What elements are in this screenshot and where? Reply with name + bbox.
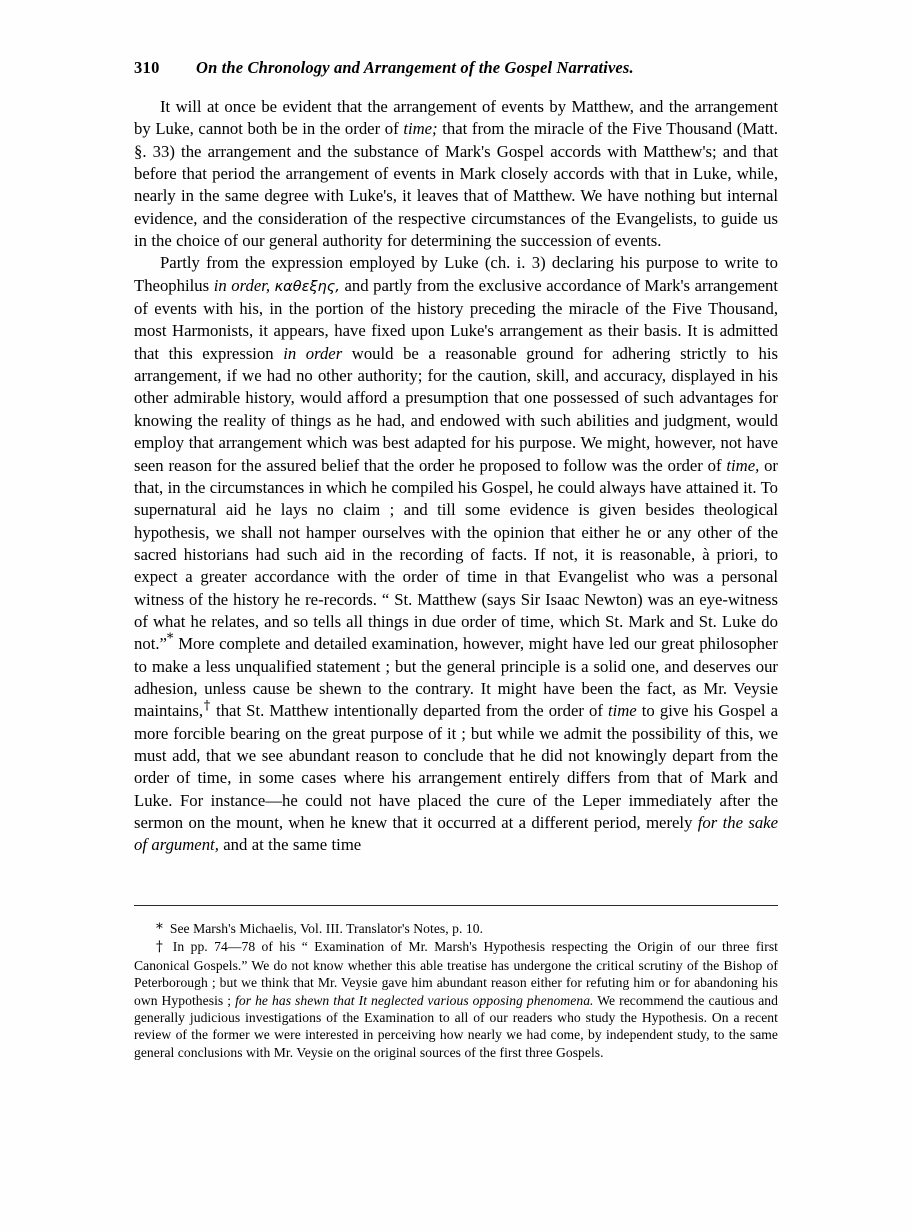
footnote-text: In pp. 74—78 of his “ Examination of Mr. Marsh's Hypothesis respecting the Origin of our three first Canonical Gospels.” We do not know whether this able treatise has undergone the critical scrutiny of the Bishop of Peterborough ; but we think that Mr. Veysie gave him abundant reason either for refuting him or for abandoning his own Hypothesis ; for he has shewn that It neglected various opposing phenomena. We recommend the cautious and generally judicious investigations of the Examination to all of our readers who study the Hypothesis. On a recent review of the former we were interested in perceiving how nearly we had come, by independent study, to the same general conclusions with Mr. Veysie on the original sources of the first three Gospels.: [134, 939, 778, 1060]
running-title: On the Chronology and Arrangement of the Gospel Narratives.: [196, 58, 634, 77]
footnote-text: See Marsh's Michaelis, Vol. III. Translator's Notes, p. 10.: [169, 921, 484, 936]
footnotes-block: [134, 920, 778, 1061]
footnote-separator-rule: [134, 905, 778, 906]
footnote-marker-asterisk: *: [156, 921, 163, 937]
footnote-reference-mark: †: [203, 698, 211, 714]
running-head: [134, 58, 778, 78]
page-content: [134, 58, 778, 857]
footnote: [134, 920, 778, 938]
paragraph: Partly from the expression employed by Luke (ch. i. 3) declaring his purpose to write to Theophilus in order, καθεξης, and partly from the exclusive accordance of Mark's arrangement of events with his, in the portion of the history preceding the miracle of the Five Thousand, most Harmonists, it appears, have fixed upon Luke's arrangement as their basis. It is admitted that this expression in order would be a reasonable ground for adhering strictly to his arrangement, if we had no other authority; for the caution, skill, and accuracy, displayed in his other admirable history, would afford a presumption that one possessed of such advantages for knowing the reality of things as he had, and endowed with such abilities and judgment, would employ that arrangement which was best adapted for his purpose. We might, however, not have seen reason for the assured belief that the order he proposed to follow was the order of time, or that, in the circumstances in which he compiled his Gospel, he could always have attained it. To supernatural aid he lays no claim ; and till some evidence is given besides theological hypothesis, we shall not hamper ourselves with the opinion that either he or any other of the sacred historians had such aid in the recording of facts. If not, it is reasonable, à priori, to expect a greater accordance with the order of time in that Evangelist who was a personal witness of the history he re-records. “ St. Matthew (says Sir Isaac Newton) was an eye-witness of what he relates, and so tells all things in due order of time, which St. Mark and St. Luke do not.”* More complete and detailed examination, however, might have led our great philosopher to make a less unqualified statement ; but the general principle is a solid one, and deserves our adhesion, unless cause be shewn to the contrary. It might have been the fact, as Mr. Veysie maintains,† that St. Matthew intentionally departed from the order of time to give his Gospel a more forcible bearing on the great purpose of it ; but while we admit the possibility of this, we must add, that we see abundant reason to conclude that he did not knowingly depart from the order of time, in some cases where his arrangement entirely differs from that of Mark and Luke. For instance—he could not have placed the cure of the Leper immediately after the sermon on the mount, when he knew that it occurred at a different period, merely for the sake of argument, and at the same time: [134, 253, 778, 855]
paragraph: It will at once be evident that the arrangement of events by Matthew, and the arrangement by Luke, cannot both be in the order of time; that from the miracle of the Five Thousand (Matt. §. 33) the arrangement and the substance of Mark's Gospel accords with Matthew's; and that before that period the arrangement of events in Mark closely accords with that in Luke, while, nearly in the same degree with Luke's, it leaves that of Matthew. We have nothing but internal evidence, and the consideration of the respective circumstances of the Evangelists, to guide us in the choice of our general authority for determining the succession of events.: [134, 97, 779, 251]
footnote-marker-dagger: †: [156, 939, 166, 956]
page-number: 310: [134, 58, 160, 77]
footnote: [134, 938, 778, 1061]
footnote-reference-mark: *: [166, 631, 174, 647]
greek-phrase: καθεξης,: [274, 278, 340, 295]
body-text: [134, 96, 778, 857]
